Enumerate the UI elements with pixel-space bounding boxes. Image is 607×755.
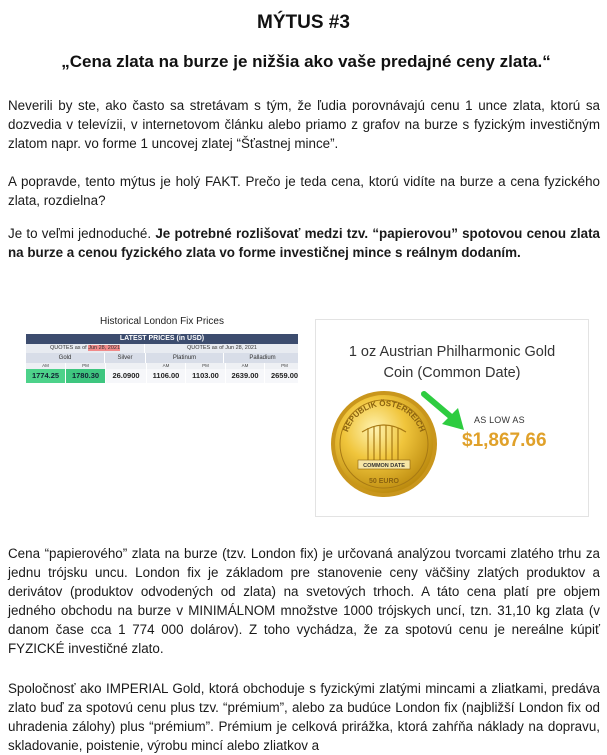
metal-platinum: Platinum: [146, 353, 224, 363]
page-subtitle: „Cena zlata na burze je nižšia ako vaše predajné ceny zlata.“: [61, 52, 551, 71]
quotes-left: [26, 344, 145, 353]
gold-pm-value: 1780.30: [66, 369, 106, 383]
gold-am-value: 1774.25: [26, 369, 66, 383]
paragraph-imperial-gold: Spoločnosť ako IMPERIAL Gold, ktorá obchoduje s fyzickými zlatými mincami a zliatkami, predáva zlato buď za spotovú cenu plus tzv. “prémium”, alebo za budúce London fix (najbližší London fix od uhradenia zálohy) plus “prémium”. Prémium je celková prirážka, ktorá zahŕňa náklady na dopravu, skladovanie, poistenie, výrobu mincí alebo zliatkov a: [8, 681, 600, 753]
paragraph-answer-bold: Je potrebné rozlišovať medzi tzv. “papierovou” spotovou cenou zlata na burze a cenou fyzického zlata vo forme investičnej mince s reálnym dodaním.: [8, 226, 600, 260]
coin-common-date-label: COMMON DATE: [363, 463, 405, 469]
palladium-pm-value: 2659.00: [270, 371, 299, 380]
palladium-am-value: 2639.00: [226, 369, 265, 383]
london-fix-values-row: [26, 369, 298, 383]
london-fix-header: LATEST PRICES (in USD): [26, 334, 298, 344]
quotes-left-date: Jun 28, 2021: [88, 345, 121, 351]
coin-ad-title-line2: Coin (Common Date): [383, 365, 521, 381]
as-low-as-label: AS LOW AS: [474, 415, 525, 425]
platinum-am-value: 1106.00: [147, 369, 186, 383]
page-title: MÝTUS #3: [257, 12, 350, 33]
metal-gold: Gold: [26, 353, 105, 363]
coin-value-text: 50 EURO: [369, 478, 399, 485]
platinum-pm-value: 1103.00: [186, 369, 226, 383]
paragraph-answer: [8, 224, 600, 262]
coin-ad-figure: [315, 319, 589, 517]
platinum-pm-label: PM: [186, 363, 226, 369]
london-fix-metals-row: [26, 353, 298, 363]
metal-silver: Silver: [105, 353, 146, 363]
quotes-left-prefix: QUOTES as of: [49, 345, 87, 351]
silver-value: 26.0900: [106, 369, 147, 383]
paragraph-intro: Neverili by ste, ako často sa stretávam s tým, že ľudia porovnávajú cenu 1 unce zlata, ktorú sa dozvedia v televízii, v internetovom článku alebo priamo z grafov na burze s fyzickým investičným zlatom napr. vo forme 1 uncovej zlatej “Šťastnej mince”.: [8, 98, 600, 151]
palladium-pm-label: PM: [281, 363, 288, 368]
gold-pm-label: PM: [66, 363, 106, 369]
palladium-am-label: AM: [226, 363, 265, 369]
paragraph-answer-plain: Je to veľmi jednoduché.: [8, 226, 156, 241]
london-fix-quotes-row: [26, 344, 298, 353]
metal-palladium: Palladium: [249, 355, 276, 361]
coin-price: $1,867.66: [462, 430, 547, 451]
platinum-am-label: AM: [147, 363, 186, 369]
quotes-right: QUOTES as of Jun 28, 2021: [186, 345, 257, 351]
london-fix-table-figure: [26, 316, 298, 383]
coin-rim-text: REPUBLIK ÖSTERREICH: [341, 398, 427, 434]
green-arrow-icon: [420, 390, 476, 434]
paragraph-question: A popravde, tento mýtus je holý FAKT. Prečo je teda cena, ktorú vidíte na burze a cena fyzického zlata, rozdielna?: [8, 174, 600, 208]
london-fix-caption: Historical London Fix Prices: [100, 316, 224, 327]
coin-ad-title-line1: 1 oz Austrian Philharmonic Gold: [348, 344, 556, 360]
coin-ad-title: [316, 342, 588, 384]
gold-am-label: AM: [26, 363, 66, 369]
paragraph-london-fix: Cena “papierového” zlata na burze (tzv. London fix) je určovaná analýzou tvorcami zlatého trhu za jednu trójsku uncu. London fix je základom pre stanovenie ceny väčšiny zlatých produktov a derivátov (produktov odvodených od zlata) na svetových trhoch. A táto cena platí pre objem jedného obchodu na burze v MINIMÁLNOM množstve 1000 trójskych uncí, tzn. 31,10 kg zlata (v danom čase cca 1 774 000 dolárov). Z toho vychádza, že za spotovú cenu je nereálne kúpiť FYZICKÉ investičné zlato.: [8, 546, 600, 656]
